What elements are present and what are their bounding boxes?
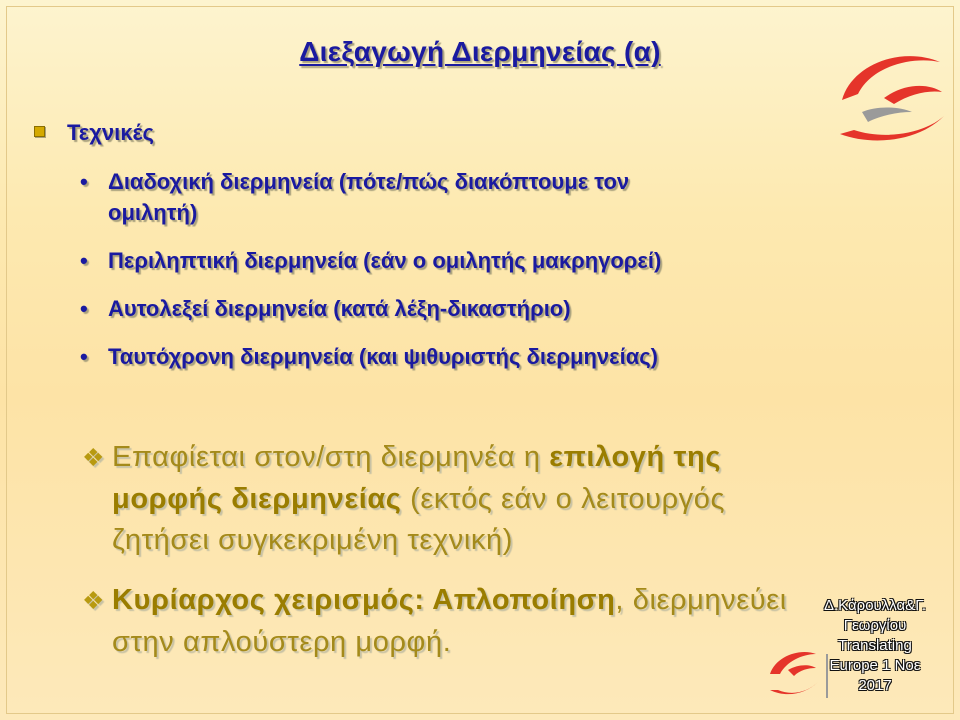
- diamond-bullet-icon: ❖: [82, 444, 106, 472]
- list-item-text: Αυτολεξεί διερμηνεία (κατά λέξη-δικαστήριο): [108, 296, 571, 321]
- footer-line: 2017: [858, 677, 892, 694]
- technique-list: [78, 166, 858, 389]
- para1-bold-b: μορφής διερμηνείας: [112, 483, 402, 515]
- list-item: [78, 341, 858, 372]
- para2-plain-a: , διερμηνεύει: [615, 584, 787, 616]
- bullet-icon: •: [80, 248, 88, 273]
- heading-label: Τεχνικές: [67, 120, 154, 145]
- bullet-icon: •: [80, 344, 88, 369]
- bullet-icon: •: [80, 296, 88, 321]
- para1-plain-c: ζητήσει συγκεκριμένη τεχνική): [112, 524, 513, 556]
- para1-plain-a: Επαφίεται στον/στη διερμηνέα η: [112, 441, 550, 473]
- slide-title: Διεξαγωγή Διερμηνείας (α): [299, 36, 661, 67]
- paragraph-choice: [82, 437, 882, 561]
- list-item: [78, 245, 858, 276]
- list-item-text: Ταυτόχρονη διερμηνεία (και ψιθυριστής διερμηνείας): [108, 344, 658, 369]
- bullet-icon: •: [80, 169, 88, 194]
- paragraph-simplification: [82, 580, 882, 663]
- footer-line: Translating: [838, 637, 912, 654]
- para1-plain-b: (εκτός εάν ο λειτουργός: [401, 483, 726, 515]
- footer-line: Δ.Κάρουλλα&Γ.: [824, 597, 926, 614]
- para2-bold: Κυρίαρχος χειρισμός: Απλοποίηση: [112, 584, 616, 616]
- footer-line: Γεωργίου: [843, 617, 907, 634]
- list-item: [78, 293, 858, 324]
- diamond-bullet-icon: ❖: [82, 587, 106, 615]
- list-item: [78, 166, 858, 228]
- list-item-text: Περιληπτική διερμηνεία (εάν ο ομιλητής μακρηγορεί): [108, 248, 662, 273]
- swoosh-logo-icon: [832, 42, 950, 154]
- footer-line: Europe 1 Νοε: [829, 657, 921, 674]
- para2-plain-b: στην απλούστερη μορφή.: [112, 626, 452, 658]
- footer-attribution: [800, 596, 950, 696]
- para1-bold-a: επιλογή της: [549, 441, 721, 473]
- list-item-text: Διαδοχική διερμηνεία (πότε/πώς διακόπτουμε τον: [108, 169, 630, 194]
- heading-techniques: [30, 120, 154, 146]
- list-item-text-cont: ομιλητή): [108, 200, 198, 225]
- square-bullet-icon: [34, 126, 45, 137]
